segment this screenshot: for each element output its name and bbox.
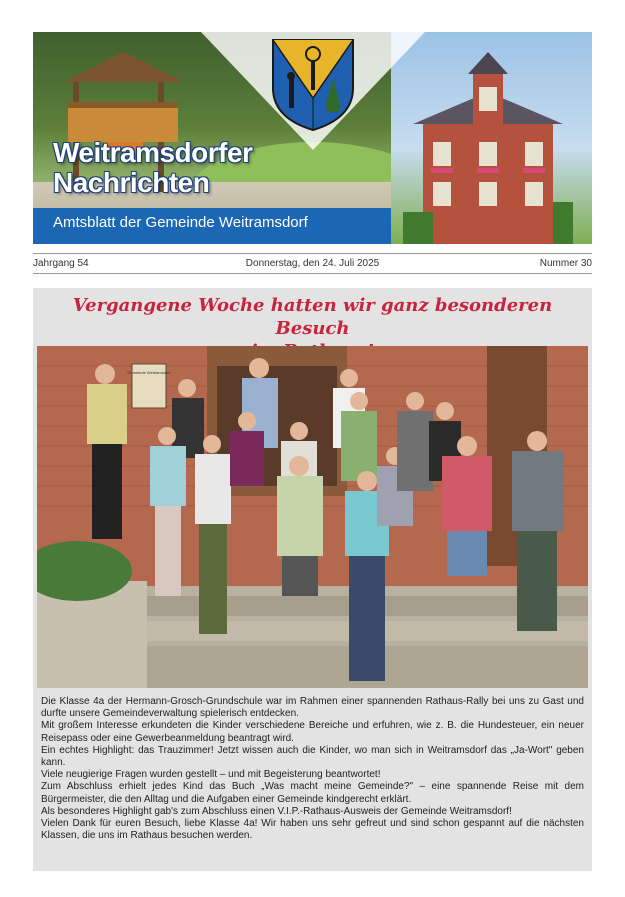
masthead [33, 32, 592, 244]
article-paragraph: Mit großem Interesse erkundeten die Kinder verschiedene Bereiche und erfuhren, wie z. B. die Hundesteuer, ein neuer Reisepass oder eine Gewerbeanmeldung beantragt wird. [41, 720, 584, 744]
group-photo [37, 346, 588, 688]
coat-of-arms-icon [271, 38, 355, 132]
article [33, 288, 592, 871]
article-body [41, 696, 584, 842]
photo-sign-text: Gemeinde Weitramsdorf [127, 370, 171, 375]
group-photo-illustration [37, 346, 588, 688]
article-paragraph: Ein echtes Highlight: das Trauzimmer! Jetzt wissen auch die Kinder, wo man sich in Weitramsdorf das „Ja-Wort" geben kann. [41, 744, 584, 769]
article-paragraph: Viele neugierige Fragen wurden gestellt – und mit Begeisterung beantwortet! [41, 769, 381, 781]
issue-info-bar [33, 253, 592, 274]
headline-line1: Vergangene Woche hatten wir ganz besonderen Besuch [72, 295, 553, 339]
masthead-title-line1: Weitramsdorfer [53, 137, 253, 168]
issue-volume: Jahrgang 54 [33, 258, 89, 269]
masthead-title-line2: Nachrichten [53, 167, 210, 198]
issue-number: Nummer 30 [539, 258, 592, 269]
article-paragraph: Vielen Dank für euren Besuch, liebe Klasse 4a! Wir haben uns sehr gefreut und sind schon gespannt auf die nächsten Klassen, die uns im Rathaus besuchen werden. [41, 818, 584, 842]
article-paragraph: Die Klasse 4a der Hermann-Grosch-Grundschule war im Rahmen einer spannenden Rathaus-Rally bei uns zu Gast und durfte unsere Gemeindeverwaltung spielerisch entdecken. [41, 696, 584, 720]
article-paragraph: Zum Abschluss erhielt jedes Kind das Buch „Was macht meine Gemeinde?" – eine spannende Reise mit dem Bürgermeister, die den Alltag und die Aufgaben einer Gemeinde kindgerecht erklärt. [41, 781, 584, 805]
article-paragraph: Als besonderes Highlight gab's zum Abschluss einen V.I.P.-Rathaus-Ausweis der Gemeinde Weitramsdorf! [41, 805, 512, 817]
town-hall-illustration [403, 52, 573, 244]
masthead-subtitle: Amtsblatt der Gemeinde Weitramsdorf [53, 214, 308, 231]
issue-date: Donnerstag, den 24. Juli 2025 [245, 258, 380, 269]
masthead-title [53, 138, 252, 198]
